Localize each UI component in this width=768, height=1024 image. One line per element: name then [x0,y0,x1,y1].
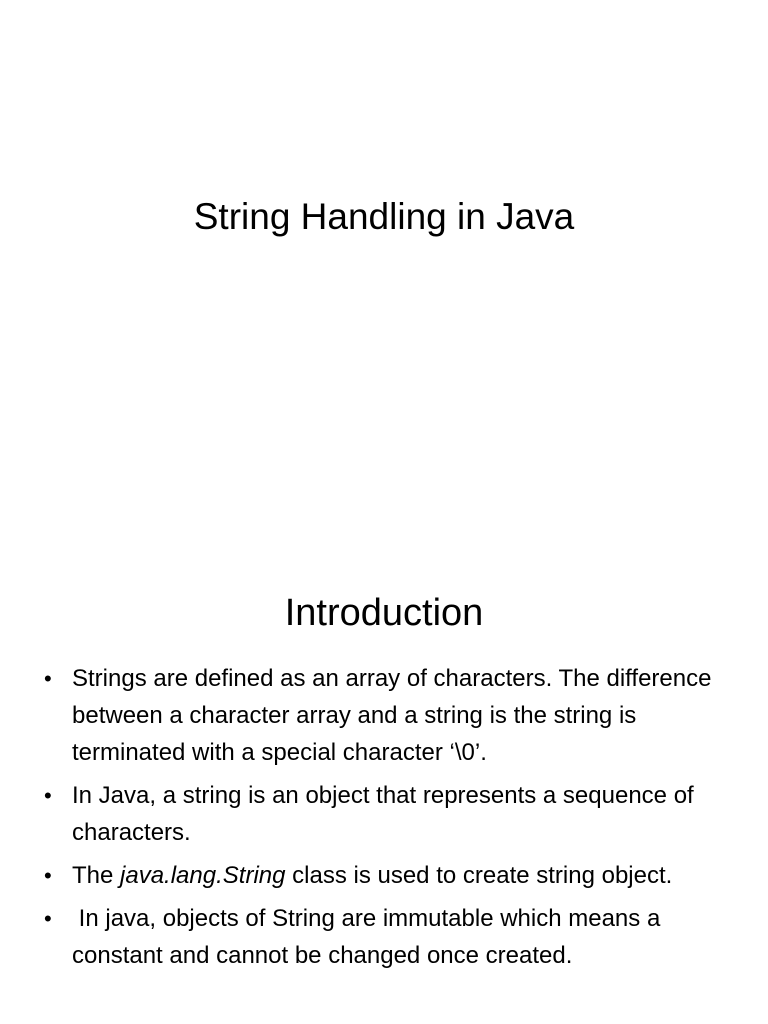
bullet-text-after: class is used to create string object. [285,862,673,889]
bullet-text: In java, objects of String are immutable which means a constant and cannot be changed once created. [72,905,667,969]
bullet-item [42,777,732,851]
bullet-list [42,660,732,980]
bullet-text: Strings are defined as an array of characters. The difference between a character array and a string is the string is terminated with a special character ‘\0’. [72,665,719,766]
slide-introduction-heading: Introduction [284,592,484,634]
bullet-icon: • [44,666,52,691]
bullet-item [42,900,732,974]
slide-introduction [0,576,768,1024]
slide-title-heading: String Handling in Java [193,196,575,237]
bullet-item [42,660,732,771]
bullet-text: The [72,862,121,889]
bullet-icon: • [44,783,52,808]
bullet-icon: • [44,906,52,931]
bullet-text: In Java, a string is an object that represents a sequence of characters. [72,782,701,846]
bullet-icon: • [44,863,52,888]
bullet-text-italic: java.lang.String [120,862,286,889]
bullet-item [42,857,732,894]
